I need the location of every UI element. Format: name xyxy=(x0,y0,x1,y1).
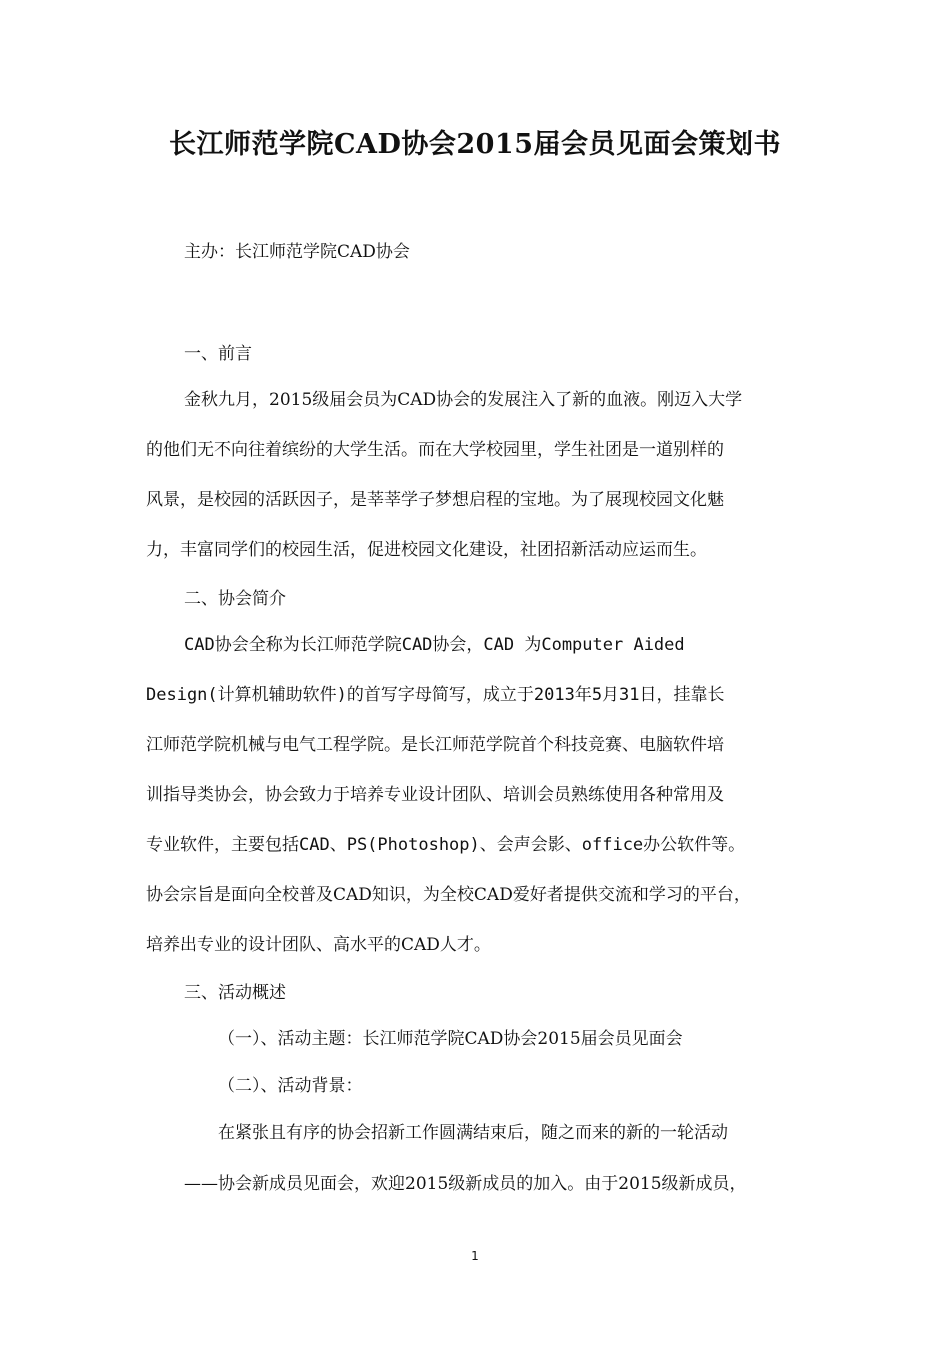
page-number: 1 xyxy=(471,1249,479,1263)
section-heading-overview: 三、活动概述 xyxy=(184,983,286,1003)
activity-theme: （一）、活动主题：长江师范学院CAD协会2015届会员见面会 xyxy=(218,1029,683,1049)
intro-line-1: CAD协会全称为长江师范学院CAD协会，CAD 为Computer Aided xyxy=(184,635,685,655)
section-heading-preface: 一、前言 xyxy=(184,344,252,364)
organizer-line: 主办：长江师范学院CAD协会 xyxy=(184,242,410,262)
intro-line-7: 培养出专业的设计团队、高水平的CAD人才。 xyxy=(146,935,491,955)
preface-line-1: 金秋九月，2015级届会员为CAD协会的发展注入了新的血液。刚迈入大学 xyxy=(184,390,743,410)
intro-line-6: 协会宗旨是面向全校普及CAD知识，为全校CAD爱好者提供交流和学习的平台， xyxy=(146,885,751,905)
section-heading-intro: 二、协会简介 xyxy=(184,589,286,609)
background-line-2: ——协会新成员见面会，欢迎2015级新成员的加入。由于2015级新成员， xyxy=(184,1174,747,1194)
preface-line-4: 力，丰富同学们的校园生活，促进校园文化建设，社团招新活动应运而生。 xyxy=(146,540,707,560)
background-line-1: 在紧张且有序的协会招新工作圆满结束后，随之而来的新的一轮活动 xyxy=(218,1123,728,1143)
intro-line-2: Design(计算机辅助软件)的首写字母简写，成立于2013年5月31日，挂靠长 xyxy=(146,685,725,705)
document-title: 长江师范学院CAD协会2015届会员见面会策划书 xyxy=(169,129,781,160)
preface-line-2: 的他们无不向往着缤纷的大学生活。而在大学校园里，学生社团是一道别样的 xyxy=(146,440,724,460)
activity-background-heading: （二）、活动背景： xyxy=(218,1076,363,1096)
intro-line-3: 江师范学院机械与电气工程学院。是长江师范学院首个科技竞赛、电脑软件培 xyxy=(146,735,724,755)
intro-line-4: 训指导类协会，协会致力于培养专业设计团队、培训会员熟练使用各种常用及 xyxy=(146,785,724,805)
preface-line-3: 风景，是校园的活跃因子，是莘莘学子梦想启程的宝地。为了展现校园文化魅 xyxy=(146,490,724,510)
intro-line-5: 专业软件，主要包括CAD、PS(Photoshop)、会声会影、office办公软件等。 xyxy=(146,835,746,855)
